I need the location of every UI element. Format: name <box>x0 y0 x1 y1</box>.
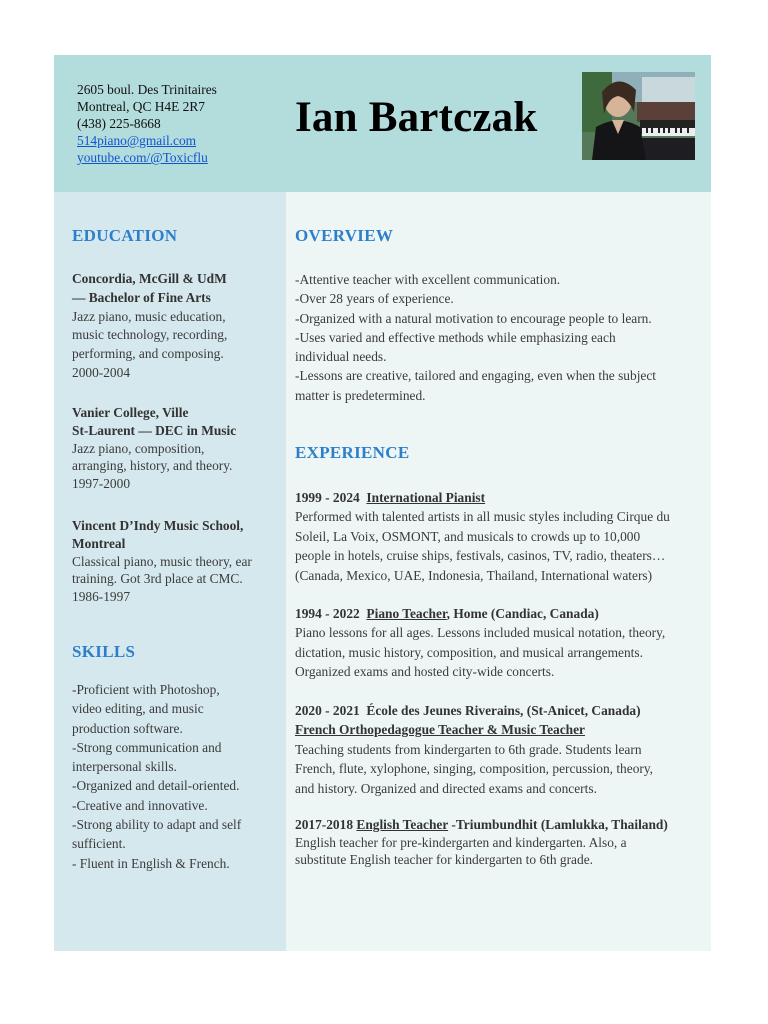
experience-job <box>295 816 705 869</box>
job-detail-line: English teacher for pre-kindergarten and kindergarten. Also, a <box>295 834 627 850</box>
resume-header <box>54 55 711 192</box>
skill-line: -Proficient with Photoshop, <box>72 682 220 697</box>
job-detail-line: people in hotels, cruise ships, festivals, casinos, TV, radio, theaters… <box>295 548 666 564</box>
skill-line: production software. <box>72 720 183 736</box>
job-title-line <box>295 604 705 623</box>
experience-job <box>295 604 705 682</box>
job-detail-line: substitute English teacher for kindergarten to 6th grade. <box>295 852 593 867</box>
job-role: English Teacher <box>356 817 449 832</box>
skill-line: sufficient. <box>72 836 126 852</box>
job-detail-line: and history. Organized and directed exams and concerts. <box>295 780 597 796</box>
education-detail-line: Jazz piano, music education, <box>72 308 226 324</box>
profile-photo <box>582 72 695 160</box>
overview-line: matter is predetermined. <box>295 387 426 403</box>
job-detail-line: Organized exams and hosted city-wide concerts. <box>295 664 555 680</box>
job-title-line <box>295 488 705 507</box>
education-detail-line: performing, and composing. <box>72 346 224 362</box>
job-dates: 1999 - 2024 <box>295 490 360 505</box>
education-detail-line: arranging, history, and theory. <box>72 458 233 474</box>
job-dates: 2017-2018 <box>295 817 354 832</box>
education-detail-line: 1997-2000 <box>72 476 131 492</box>
job-role: International Pianist <box>366 490 486 505</box>
skill-line: interpersonal skills. <box>72 759 177 775</box>
skill-line: -Strong ability to adapt and self <box>72 817 242 833</box>
job-detail-line: Soleil, La Voix, OSMONT, and musicals to crowds up to 10,000 <box>295 528 641 544</box>
phone: (438) 225-8668 <box>77 116 161 131</box>
education-item <box>72 270 277 383</box>
left-column <box>54 192 286 951</box>
education-item <box>72 517 277 606</box>
overview-heading: OVERVIEW <box>295 226 394 245</box>
job-role: French Orthopedagogue Teacher & Music Teacher <box>295 722 585 738</box>
education-detail-line: 2000-2004 <box>72 364 131 380</box>
job-detail-line: (Canada, Mexico, UAE, Indonesia, Thailand, International waters) <box>295 567 653 583</box>
address-line-1: 2605 boul. Des Trinitaires <box>77 82 217 97</box>
overview-line: -Organized with a natural motivation to encourage people to learn. <box>295 310 652 326</box>
job-dates: 2020 - 2021 <box>295 703 360 718</box>
job-title-line <box>295 701 705 720</box>
skill-line: - Fluent in English & French. <box>72 855 230 871</box>
education-title-line: Concordia, McGill & UdM <box>72 271 227 286</box>
education-title-line: Montreal <box>72 535 126 551</box>
education-detail-line: 1986-1997 <box>72 589 131 605</box>
job-location: -Triumbundhit (Lamlukka, Thailand) <box>448 817 668 832</box>
overview-line: -Uses varied and effective methods while emphasizing each <box>295 329 616 345</box>
job-school: École des Jeunes Riverains, (St-Anicet, Canada) <box>366 703 641 718</box>
education-heading: EDUCATION <box>72 226 178 245</box>
resume-page <box>54 55 711 951</box>
job-location: , Home (Candiac, Canada) <box>446 606 599 621</box>
experience-job <box>295 488 705 585</box>
overview-list <box>295 270 705 405</box>
education-title-line: St-Laurent — DEC in Music <box>72 422 237 438</box>
skill-line: video editing, and music <box>72 701 204 717</box>
skill-line: -Creative and innovative. <box>72 797 208 813</box>
overview-line: individual needs. <box>295 349 387 365</box>
experience-heading: EXPERIENCE <box>295 443 410 462</box>
education-title-line: Vanier College, Ville <box>72 405 189 420</box>
job-detail-line: Piano lessons for all ages. Lessons included musical notation, theory, <box>295 625 666 641</box>
email-link[interactable]: 514piano@gmail.com <box>77 133 197 148</box>
education-detail-line: music technology, recording, <box>72 327 228 343</box>
job-detail-line: dictation, music history, composition, and musical arrangements. <box>295 644 643 660</box>
skills-heading: SKILLS <box>72 642 136 661</box>
job-role: Piano Teacher <box>366 606 447 621</box>
education-title-line: — Bachelor of Fine Arts <box>72 289 211 305</box>
youtube-link[interactable]: youtube.com/@Toxicflu <box>77 150 208 165</box>
overview-line: -Attentive teacher with excellent communication. <box>295 272 561 287</box>
experience-job <box>295 701 705 798</box>
overview-line: -Over 28 years of experience. <box>295 291 454 307</box>
job-title-line <box>295 816 705 834</box>
contact-block <box>77 81 217 166</box>
job-detail-line: French, flute, xylophone, singing, composition, percussion, theory, <box>295 761 654 777</box>
skill-line: -Strong communication and <box>72 739 222 755</box>
education-detail-line: training. Got 3rd place at CMC. <box>72 571 243 587</box>
skill-line: -Organized and detail-oriented. <box>72 778 240 794</box>
candidate-name: Ian Bartczak <box>295 94 538 141</box>
job-detail-line: Teaching students from kindergarten to 6th grade. Students learn <box>295 741 642 757</box>
skills-list <box>72 680 282 873</box>
right-column <box>286 192 711 951</box>
job-dates: 1994 - 2022 <box>295 606 360 621</box>
education-item <box>72 404 277 493</box>
education-detail-line: Jazz piano, composition, <box>72 440 205 456</box>
overview-line: -Lessons are creative, tailored and engaging, even when the subject <box>295 368 657 384</box>
education-title-line: Vincent D’Indy Music School, <box>72 518 244 533</box>
job-detail-line: Performed with talented artists in all music styles including Cirque du <box>295 509 670 525</box>
education-detail-line: Classical piano, music theory, ear <box>72 553 252 569</box>
address-line-2: Montreal, QC H4E 2R7 <box>77 99 205 114</box>
